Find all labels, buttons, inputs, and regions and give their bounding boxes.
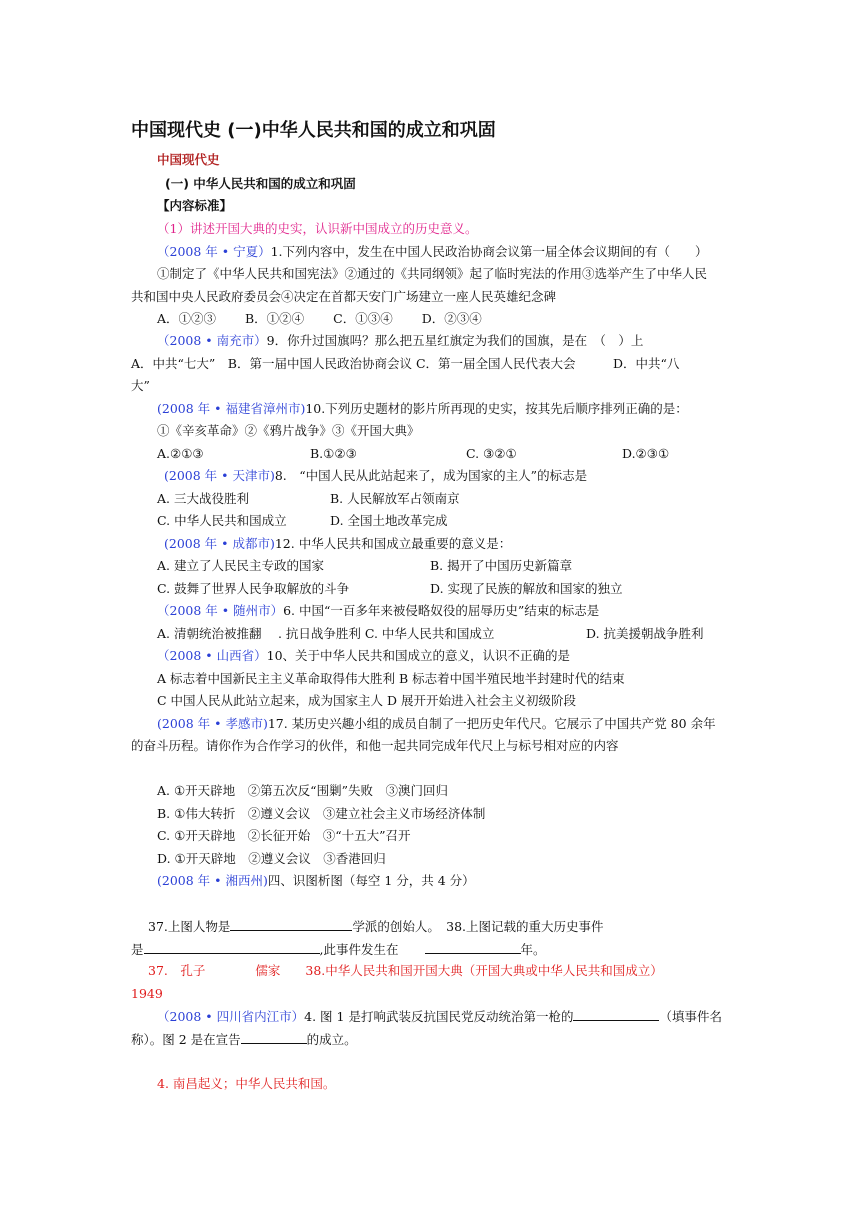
- question-10-source: （2008 • 四川省内江市）: [157, 1009, 305, 1024]
- q9-part-b: 学派的创始人。 38.上图记载的重大历史事件: [352, 919, 604, 934]
- standard-text: （1）讲述开国大典的史实，认识新中国成立的历史意义。: [157, 221, 478, 236]
- question-4-option-c: C. 中华人民共和国成立: [157, 513, 287, 528]
- question-3-source: (2008 年 • 福建省漳州市): [157, 401, 306, 416]
- question-8-option-a: A. ①开天辟地 ②第五次反“围剿”失败 ③澳门回归: [157, 783, 448, 798]
- q9-part-e: 年。: [520, 942, 546, 957]
- question-8-option-d: D. ①开天辟地 ②遵义会议 ③香港回归: [157, 851, 386, 866]
- question-7-stem: [157, 648, 570, 664]
- q9-part-d: ,此事件发生在: [319, 942, 399, 957]
- q10-stem-tail: （填事件名: [659, 1009, 722, 1024]
- q9-blank-2[interactable]: [144, 941, 320, 954]
- question-5-option-c: C. 鼓舞了世界人民争取解放的斗争: [157, 581, 350, 596]
- question-8-source: (2008 年 • 孝感市): [157, 716, 268, 731]
- question-1-source: （2008 年 • 宁夏）: [157, 244, 271, 259]
- question-10-line-2: [131, 1031, 357, 1048]
- question-1-options: A．①②③ B．①②④ C．①③④ D．②③④: [157, 311, 482, 326]
- question-6-source: （2008 年 • 随州市）: [157, 603, 284, 618]
- question-5-stem: [164, 536, 511, 552]
- question-2-text: 9．你升过国旗吗？那么把五星红旗定为我们的国旗，是在 （ ）上: [266, 333, 644, 348]
- section-heading: 中国现代史: [157, 152, 220, 167]
- question-7-line-2: A 标志着中国新民主主义革命取得伟大胜利 B 标志着中国半殖民地半封建时代的结束: [157, 671, 625, 686]
- q10-part-a: 称）。图 2 是在宣告: [131, 1032, 241, 1047]
- question-6-option-d: D. 抗美援朝战争胜利: [586, 626, 704, 641]
- question-3-option-d: D.②③①: [622, 446, 670, 461]
- question-8-stem: [157, 716, 716, 732]
- question-3-option-a: A.②①③: [157, 446, 204, 461]
- subsection-heading: (一) 中华人民共和国的成立和巩固: [165, 176, 356, 191]
- question-4-option-b: B. 人民解放军占领南京: [330, 491, 460, 506]
- page-title: 中国现代史 (一)中华人民共和国的成立和巩固: [131, 120, 496, 141]
- q10-blank-2[interactable]: [241, 1031, 307, 1044]
- question-5-option-b: B. 揭开了中国历史新篇章: [430, 558, 573, 573]
- question-4-source: (2008 年 • 天津市): [164, 468, 275, 483]
- question-8-option-c: C. ①开天辟地 ②长征开始 ③“十五大”召开: [157, 828, 411, 843]
- question-5-text: 12. 中华人民共和国成立最重要的意义是：: [274, 536, 512, 551]
- question-6-stem: [157, 603, 599, 619]
- question-6-options-abc: A. 清朝统治被推翻 . 抗日战争胜利 C. 中华人民共和国成立: [157, 626, 495, 641]
- question-3-text: 10.下列历史题材的影片所再现的史实，按其先后顺序排列正确的是：: [305, 401, 688, 416]
- question-9-text: 四、识图析图（每空 1 分，共 4 分）: [267, 873, 475, 888]
- question-2-line-2: A．中共“七大” B．第一届中国人民政治协商会议 C．第一届全国人民代表大会 D．中共“八: [131, 356, 680, 371]
- question-4-option-d: D. 全国土地改革完成: [330, 513, 448, 528]
- question-1-line-2: ①制定了《中华人民共和国宪法》②通过的《共同纲领》起了临时宪法的作用③选举产生了中华人民: [157, 266, 708, 281]
- question-3-line-2: ①《辛亥革命》②《鸦片战争》③《开国大典》: [157, 423, 420, 438]
- question-7-source: （2008 • 山西省）: [157, 648, 267, 663]
- question-10-answer: 4. 南昌起义；中华人民共和国。: [157, 1076, 336, 1091]
- question-5-option-d: D. 实现了民族的解放和国家的独立: [430, 581, 623, 596]
- question-8-text: 17. 某历史兴趣小组的成员自制了一把历史年代尺。它展示了中国共产党 80 余年: [267, 716, 716, 731]
- question-4-text: 8. “中国人民从此站起来了，成为国家的主人”的标志是: [274, 468, 588, 483]
- question-9-stem: [157, 873, 475, 889]
- question-4-stem: [164, 468, 587, 484]
- question-3-stem: [157, 401, 688, 417]
- question-2-source: （2008 • 南充市）: [157, 333, 267, 348]
- question-1-line-3: 共和国中央人民政府委员会④决定在首都天安门广场建立一座人民英雄纪念碑: [131, 289, 557, 304]
- question-5-option-a: A. 建立了人民民主专政的国家: [157, 558, 324, 573]
- question-6-text: 6. 中国“一百多年来被侵略奴役的屈辱历史”结束的标志是: [283, 603, 600, 618]
- q9-blank-3[interactable]: [425, 941, 521, 954]
- q9-blank-1[interactable]: [230, 918, 352, 931]
- q9-part-c: 是: [131, 942, 144, 957]
- q9-part-a: 37.上图人物是: [148, 919, 231, 934]
- standard-heading: 【内容标准】: [157, 198, 233, 213]
- question-5-source: (2008 年 • 成都市): [164, 536, 275, 551]
- question-3-option-c: C. ③②①: [466, 446, 517, 461]
- question-9-answer: 37. 孔子 儒家 38.中华人民共和国开国大典（开国大典或中华人民共和国成立）: [148, 963, 663, 978]
- question-9-source: (2008 年 • 湘西州): [157, 873, 268, 888]
- question-1-text: 1.下列内容中，发生在中国人民政治协商会议第一届全体会议期间的有（ ）: [270, 244, 708, 259]
- question-7-line-3: C 中国人民从此站立起来，成为国家主人 D 展开开始进入社会主义初级阶段: [157, 693, 577, 708]
- question-8-option-b: B. ①伟大转折 ②遵义会议 ③建立社会主义市场经济体制: [157, 806, 486, 821]
- question-2-line-3: 大”: [131, 378, 150, 393]
- question-8-line-2: 的奋斗历程。请你作为合作学习的伙伴，和他一起共同完成年代尺上与标号相对应的内容: [131, 738, 619, 753]
- question-9-fill-line-2: [131, 941, 546, 958]
- question-9-fill-line-1: [148, 918, 604, 935]
- question-3-option-b: B.①②③: [310, 446, 357, 461]
- question-10-stem: [157, 1008, 722, 1025]
- question-1-stem: [157, 244, 708, 260]
- question-10-text: 4. 图 1 是打响武装反抗国民党反动统治第一枪的: [304, 1009, 574, 1024]
- question-2-stem: [157, 333, 643, 349]
- q10-blank-1[interactable]: [573, 1008, 659, 1021]
- question-7-text: 10、关于中华人民共和国成立的意义，认识不正确的是: [266, 648, 571, 663]
- question-4-option-a: A. 三大战役胜利: [157, 491, 249, 506]
- q10-part-b: 的成立。: [306, 1032, 357, 1047]
- question-9-answer-year: 1949: [131, 986, 163, 1001]
